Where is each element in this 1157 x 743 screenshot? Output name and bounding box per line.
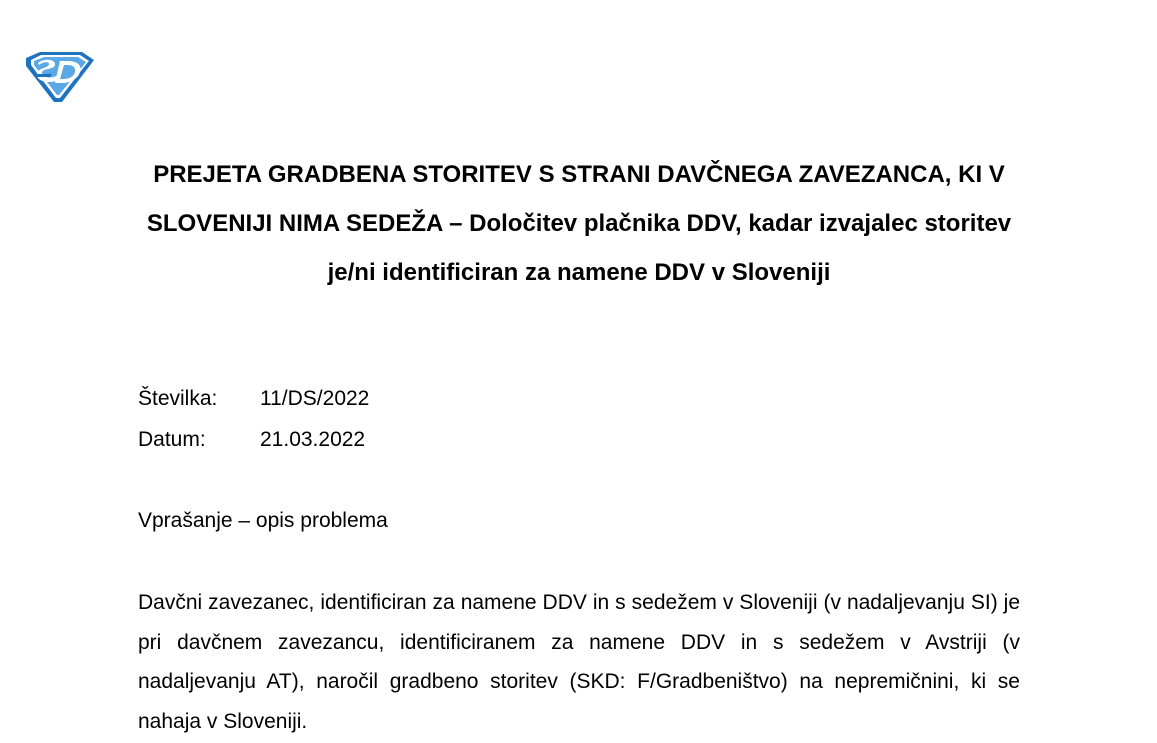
document-title: PREJETA GRADBENA STORITEV S STRANI DAVČNEGA ZAVEZANCA, KI V SLOVENIJI NIMA SEDEŽA – Določitev plačnika DDV, kadar izvajalec storitev je/ni identificiran za namene DDV v Sloveniji xyxy=(146,161,1012,286)
section-heading: Vprašanje – opis problema xyxy=(138,509,388,532)
document-date-row xyxy=(138,428,365,452)
sd-shield-logo-icon xyxy=(22,48,96,104)
document-date-label: Datum: xyxy=(138,428,206,451)
document-date-value: 21.03.2022 xyxy=(260,428,366,451)
body-paragraph: Davčni zavezanec, identificiran za namene DDV in s sedežem v Sloveniji (v nadaljevanju SI) je pri davčnem zavezancu, identificiranem za namene DDV in s sedežem v Avstriji (v nadaljevanju AT), naročil gradbeno storitev (SKD: F/Gradbeništvo) na nepremičnini, ki se nahaja v Sloveniji. xyxy=(138,591,1020,733)
document-number-label: Številka: xyxy=(138,387,218,410)
document-number-row xyxy=(138,387,369,411)
document-number-value: 11/DS/2022 xyxy=(260,387,370,410)
